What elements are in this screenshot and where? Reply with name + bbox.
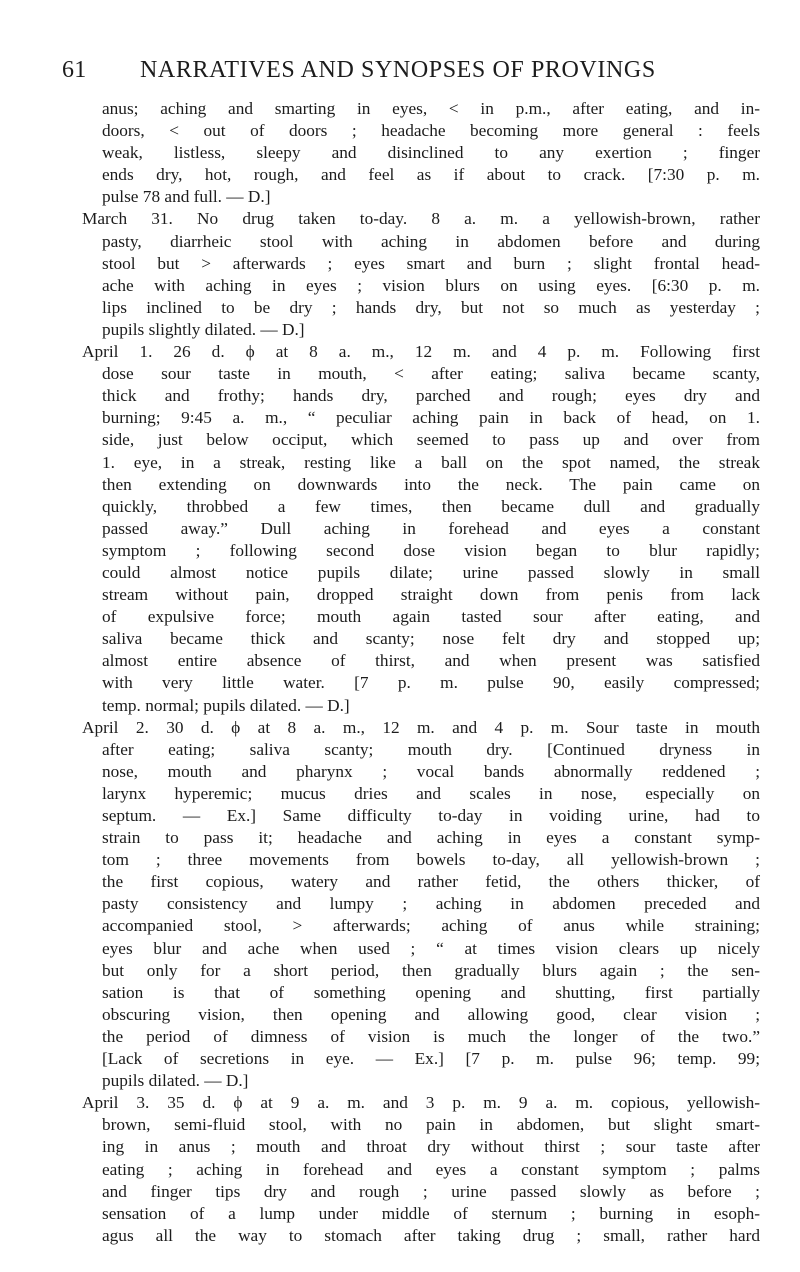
text-line: nose, mouth and pharynx ; vocal bands abnormally reddened ; bbox=[102, 761, 760, 781]
text-line: thick and frothy; hands dry, parched and rough; eyes dry and bbox=[102, 386, 760, 406]
text-line: pulse 78 and full. — D.] bbox=[102, 187, 271, 207]
text-line: after eating; saliva scanty; mouth dry. [Continued dryness in bbox=[102, 739, 760, 759]
text-line: quickly, throbbed a few times, then became dull and gradually bbox=[102, 496, 760, 516]
entry-first-line: April 1. 26 d. ϕ at 8 a. m., 12 m. and 4 p. m. Following first bbox=[82, 342, 760, 362]
text-line: pasty, diarrheic stool with aching in abdomen before and during bbox=[102, 231, 760, 251]
text-line: the period of dimness of vision is much the longer of the two.” bbox=[102, 1026, 760, 1046]
body-text bbox=[82, 98, 760, 1247]
text-line: stool but > afterwards ; eyes smart and burn ; slight frontal head- bbox=[102, 253, 760, 273]
text-line: passed away.” Dull aching in forehead and eyes a constant bbox=[102, 518, 760, 538]
text-line: temp. normal; pupils dilated. — D.] bbox=[102, 695, 350, 715]
text-line: saliva became thick and scanty; nose felt dry and stopped up; bbox=[102, 629, 760, 649]
text-line: stream without pain, dropped straight down from penis from lack bbox=[102, 585, 760, 605]
text-line: weak, listless, sleepy and disinclined to any exertion ; finger bbox=[102, 143, 760, 163]
entry-first-line: March 31. No drug taken to-day. 8 a. m. a yellowish-brown, rather bbox=[82, 209, 760, 229]
text-line: ends dry, hot, rough, and feel as if about to crack. [7:30 p. m. bbox=[102, 165, 760, 185]
text-line: dose sour taste in mouth, < after eating; saliva became scanty, bbox=[102, 364, 760, 384]
running-head bbox=[62, 52, 752, 88]
text-line: ing in anus ; mouth and throat dry without thirst ; sour taste after bbox=[102, 1137, 760, 1157]
text-line: pupils slightly dilated. — D.] bbox=[102, 319, 305, 339]
text-line: 1. eye, in a streak, resting like a ball on the spot named, the streak bbox=[102, 452, 760, 472]
text-line: septum. — Ex.] Same difficulty to-day in voiding urine, had to bbox=[102, 806, 760, 825]
text-line: eyes blur and ache when used ; “ at times vision clears up nicely bbox=[102, 938, 760, 958]
text-line: sensation of a lump under middle of sternum ; burning in esoph- bbox=[102, 1203, 760, 1223]
text-line: tom ; three movements from bowels to-day, all yellowish-brown ; bbox=[102, 850, 760, 870]
text-line: symptom ; following second dose vision began to blur rapidly; bbox=[102, 540, 760, 560]
text-line: and finger tips dry and rough ; urine passed slowly as before ; bbox=[102, 1181, 760, 1201]
running-title: NARRATIVES AND SYNOPSES OF PROVINGS bbox=[140, 57, 656, 83]
text-line: strain to pass it; headache and aching in eyes a constant symp- bbox=[102, 828, 760, 848]
text-line: ache with aching in eyes ; vision blurs on using eyes. [6:30 p. m. bbox=[102, 275, 760, 295]
text-line: could almost notice pupils dilate; urine passed slowly in small bbox=[102, 562, 760, 582]
text-line: [Lack of secretions in eye. — Ex.] [7 p. m. pulse 96; temp. 99; bbox=[102, 1049, 760, 1069]
text-line: anus; aching and smarting in eyes, < in p.m., after eating, and in- bbox=[102, 99, 760, 118]
text-line: almost entire absence of thirst, and when present was satisfied bbox=[102, 651, 760, 671]
text-line: pupils dilated. — D.] bbox=[102, 1071, 249, 1091]
text-line: burning; 9:45 a. m., “ peculiar aching pain in back of head, on 1. bbox=[102, 408, 760, 428]
page-number: 61 bbox=[62, 57, 87, 83]
text-line: agus all the way to stomach after taking drug ; small, rather hard bbox=[102, 1225, 760, 1245]
text-line: accompanied stool, > afterwards; aching of anus while straining; bbox=[102, 916, 760, 936]
entry-first-line: April 2. 30 d. ϕ at 8 a. m., 12 m. and 4 p. m. Sour taste in mouth bbox=[82, 717, 760, 737]
text-line: but only for a short period, then gradually blurs again ; the sen- bbox=[102, 960, 760, 980]
text-line: brown, semi-fluid stool, with no pain in abdomen, but slight smart- bbox=[102, 1115, 760, 1135]
text-line: obscuring vision, then opening and allowing good, clear vision ; bbox=[102, 1004, 760, 1024]
text-line: of expulsive force; mouth again tasted sour after eating, and bbox=[102, 607, 760, 627]
text-line: the first copious, watery and rather fetid, the others thicker, of bbox=[102, 872, 760, 892]
entry-first-line: April 3. 35 d. ϕ at 9 a. m. and 3 p. m. 9 a. m. copious, yellowish- bbox=[82, 1093, 760, 1113]
text-line: lips inclined to be dry ; hands dry, but not so much as yesterday ; bbox=[102, 297, 760, 317]
text-line: sation is that of something opening and shutting, first partially bbox=[102, 982, 760, 1002]
text-line: doors, < out of doors ; headache becoming more general : feels bbox=[102, 121, 760, 141]
text-line: pasty consistency and lumpy ; aching in abdomen preceded and bbox=[102, 894, 760, 914]
text-line: side, just below occiput, which seemed to pass up and over from bbox=[102, 430, 760, 450]
text-line: larynx hyperemic; mucus dries and scales in nose, especially on bbox=[102, 783, 760, 803]
text-line: with very little water. [7 p. m. pulse 90, easily compressed; bbox=[102, 673, 760, 693]
text-line: then extending on downwards into the neck. The pain came on bbox=[102, 474, 760, 494]
text-line: eating ; aching in forehead and eyes a constant symptom ; palms bbox=[102, 1159, 760, 1179]
